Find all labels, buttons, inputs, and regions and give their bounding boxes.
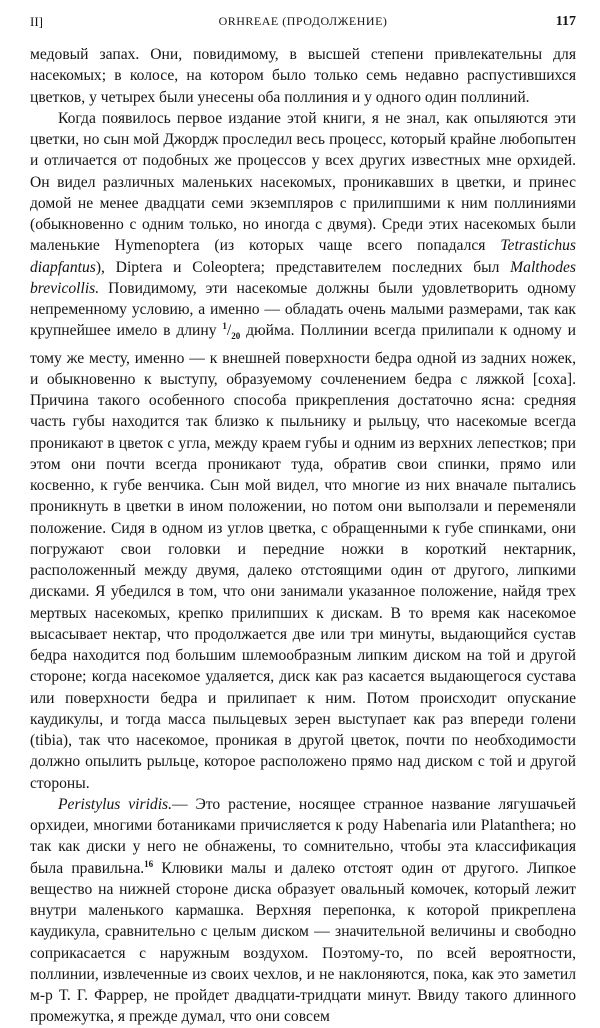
page-body	[30, 44, 576, 1028]
text-run: — Это растение, носящее странное название лягушачьей орхидеи, многими ботаниками причисляется к роду Habenaria или Platanthera; но так как диски у него не обнажены, то сомнительно, чтобы эта классификация была правильна.	[30, 795, 576, 877]
paragraph-continuation: медовый запах. Они, повидимому, в высшей степени привлекательны для насекомых; в колосе, на котором было только семь недавно распустившихся цветков, у четырех были унесены оба поллиния и у одного один поллиний.	[30, 46, 576, 106]
running-header	[30, 14, 576, 34]
page-number: 117	[555, 14, 576, 29]
paragraph-pollination	[30, 108, 576, 794]
species-name: Peristylus viridis.	[58, 795, 173, 813]
text-run: дюйма. Поллинии всегда прилипали к одному и тому же месту, именно — к внешней поверхности бедра одной из задних ножек, и обыкновенно к выступу, образуемому сочленением бедра с ляжкой [соха]. Причина такого особенного способа прикрепления достаточно ясна: средняя часть губы находится так близко к пыльнику и рыльцу, что насекомые всегда проникают в цветок с угла, между краем губы и одним из верхних лепестков; при этом они почти всегда проникают туда, обратив свои спинки, прямо или косвенно, к губе венчика. Сын мой видел, что многие из них вначале пытались проникнуть в цветки в ином положении, но потом они выползали и переменяли положение. Сидя в одном из углов цветка, с обращенными к губе спинками, они погружают свои головки и передние ножки в короткий нектарник, расположенный между двумя, далеко отстоящими один от другого, липкими дисками. Я убедился в том, что они занимали указанное положение, найдя трех мертвых насекомых, крепко прилипших к дискам. В то время как насекомое высасывает нектар, что продолжается две или три минуты, выдающийся сустав бедра находится под большим шлемообразным липким диском на той и другой стороне; когда насекомое удаляется, диск как раз касается выдающегося сустава или поверхности бедра и прилипает к ним. Потом происходит опускание каудикулы, и тогда масса пыльцевых зерен выступает как раз впереди голени (tibia), так что насекомое, проникая в другой цветок, почти по необходимости должно опылить рыльце, которое расположено прямо над диском с той и другой стороны.	[30, 322, 576, 792]
text-run: ), Diptera и Coleoptera; представителем последних был	[95, 258, 511, 276]
fraction-numerator: 1	[222, 321, 227, 332]
text-run: Когда появилось первое издание этой книги, я не знал, как опыляются эти цветки, но сын мой Джордж проследил весь процесс, который крайне любопытен и отличается от подобных же процессов у всех других известных мне орхидей. Он видел различных маленьких насекомых, проникавших в цветки, и принес домой не менее двадцати семи экземпляров с прилипшими к ним поллиниями (обыкновенно с одним только, но иногда с двумя). Среди этих насекомых были маленькие Hymenoptera (из которых чаще всего попадался	[30, 109, 576, 255]
text-run: Повидимому, эти насекомые должны были удовлетворить одному непременному условию, а именно — обладать очень малыми размерами, так как крупнейшее имело в длину	[30, 279, 576, 340]
fraction-denominator: 20	[231, 331, 241, 342]
species-name: Tetrastichus diapfantus	[30, 237, 576, 276]
footnote-ref[interactable]: 16	[144, 858, 154, 869]
text-run: Клювики малы и далеко отстоят один от другого. Липкое вещество на нижней стороне диска образует овальный комочек, который лежит внутри маленького кармашка. Верхняя перепонка, к которой прикреплена каудикула, сравнительно с целым диском — значительной величины и свободно соприкасается с наружным воздухом. Поэтому-то, по всей вероятности, поллинии, извлеченные из своих чехлов, и не наклоняются, пока, как это заметил м-р Т. Г. Фаррер, не пройдет двадцати-тридцати минут. Ввиду такого длинного промежутка, я прежде думал, что они совсем	[30, 859, 576, 1026]
species-name: Malthodes brevicollis.	[30, 258, 576, 297]
running-title: ORHREAE (ПРОДОЛЖЕНИЕ)	[218, 14, 388, 28]
fraction: $^1/_{20}$	[222, 321, 241, 342]
chapter-number: II]	[30, 14, 43, 29]
paragraph-peristylus	[30, 794, 576, 1028]
